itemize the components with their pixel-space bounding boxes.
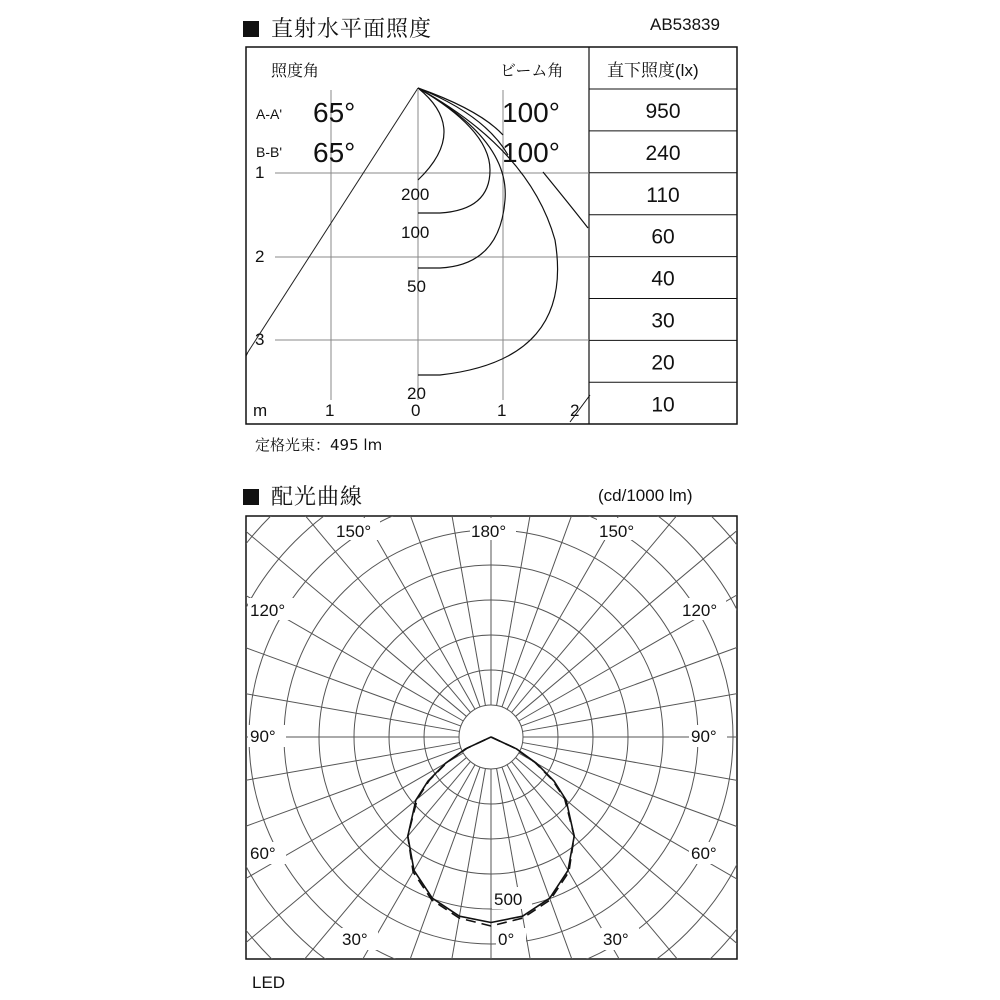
contour-label-200: 200: [401, 185, 430, 204]
angle-label-60-left: 60°: [250, 844, 276, 863]
angle-label-90-left: 90°: [250, 727, 276, 746]
angle-label-60-right: 60°: [691, 844, 717, 863]
contour-label-50: 50: [407, 277, 426, 296]
direct-header: 直下照度(lx): [607, 61, 699, 80]
rated-flux: 定格光束：495 lm: [255, 436, 383, 454]
model-code: AB53839: [650, 15, 720, 34]
distance-tick-3: 3: [255, 330, 265, 349]
light-source-label: LED: [252, 973, 286, 992]
angle-label-150-left: 150°: [336, 522, 372, 541]
angle-label-90-right: 90°: [691, 727, 717, 746]
lux-value: 10: [651, 393, 675, 417]
lux-value: 40: [651, 267, 675, 291]
distance-tick-2: 2: [255, 247, 265, 266]
contour-label-100: 100: [401, 223, 430, 242]
angle-label-30-right: 30°: [603, 930, 629, 949]
angle-label-30-left: 30°: [342, 930, 368, 949]
angle-label-180: 180°: [471, 522, 507, 541]
angle-label-150-right: 150°: [599, 522, 635, 541]
row-a-illum-angle: 65°: [313, 97, 356, 128]
beam-header: ビーム角: [500, 63, 564, 80]
distance-tick-1: 1: [255, 163, 265, 182]
lux-value: 20: [651, 351, 675, 375]
radial-label-500: 500: [494, 890, 523, 909]
row-b-illum-angle: 65°: [313, 137, 356, 168]
x-axis-unit: m: [253, 401, 268, 420]
row-b-beam-angle: 100°: [502, 137, 560, 168]
angle-label-120-left: 120°: [250, 601, 286, 620]
lux-value: 110: [646, 183, 680, 207]
lux-value: 60: [651, 225, 675, 249]
contour-label-20: 20: [407, 384, 426, 403]
angle-label-0: 0°: [498, 930, 515, 949]
x-tick-2: 2: [570, 401, 580, 420]
lux-value: 240: [645, 141, 681, 165]
x-tick-1-right: 1: [497, 401, 507, 420]
distribution-title-text: 配光曲線: [271, 485, 364, 510]
row-b-label: B-B': [256, 144, 283, 160]
lux-value: 950: [645, 100, 681, 123]
x-tick-1-left: 1: [325, 401, 335, 420]
angle-header: 照度角: [271, 63, 320, 80]
distribution-unit: (cd/1000 lm): [598, 486, 693, 505]
row-a-label: A-A': [256, 106, 283, 122]
lux-value: 30: [651, 309, 675, 333]
row-a-beam-angle: 100°: [502, 97, 560, 128]
x-tick-0: 0: [411, 401, 421, 420]
angle-label-120-right: 120°: [682, 601, 718, 620]
illuminance-title-text: 直射水平面照度: [271, 17, 433, 42]
